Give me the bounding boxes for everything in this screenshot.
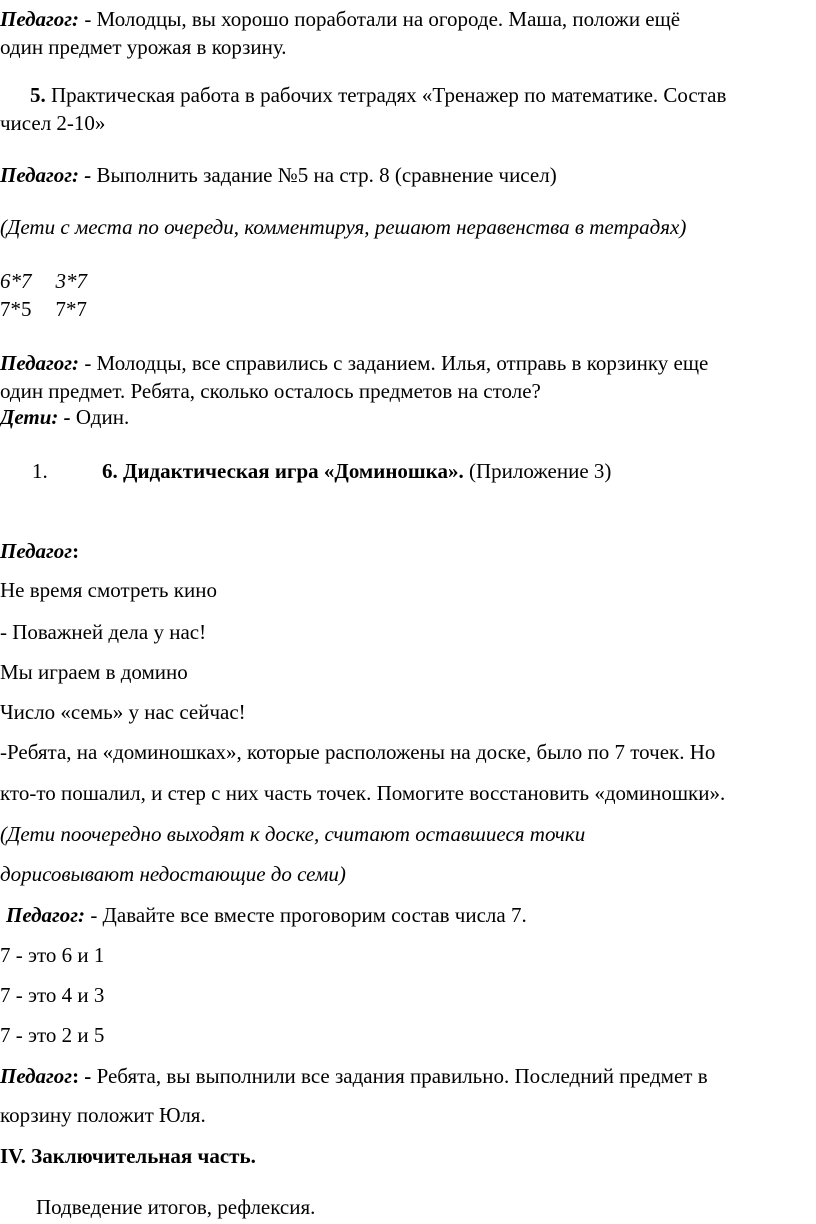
- inequality-row-1: [0, 268, 87, 294]
- section-5-line-b: чисел 2-10»: [0, 111, 106, 135]
- section-4-heading: IV. Заключительная часть.: [0, 1144, 256, 1168]
- stage-note-1: (Дети с места по очереди, комментируя, решают неравенства в тетрадях): [0, 215, 687, 239]
- appendix-ref: (Приложение 3): [463, 459, 612, 483]
- speaker-label: Педагог:: [6, 903, 86, 927]
- teacher-line-3b: один предмет. Ребята, сколько осталось предметов на столе?: [0, 379, 541, 403]
- line-text: - Молодцы, все справились с заданием. Илья, отправь в корзинку еще: [79, 351, 709, 375]
- stage-note-2a: (Дети поочередно выходят к доске, считают оставшиеся точки: [0, 822, 586, 846]
- line-text: Выполнить задание №5 на стр. 8 (сравнение чисел): [91, 163, 557, 187]
- speaker-label: Педагог: -: [0, 163, 92, 187]
- inequality: 6*7: [0, 269, 32, 293]
- teacher-line-5: [6, 902, 527, 928]
- line-text: - Давайте все вместе проговорим состав числа 7.: [85, 903, 527, 927]
- speaker-label: Педагог:: [0, 351, 80, 375]
- composition-line: 7 - это 2 и 5: [0, 1023, 105, 1047]
- summary-line: Подведение итогов, рефлексия.: [36, 1195, 316, 1219]
- section-5-line-a: [30, 82, 726, 108]
- composition-line: 7 - это 6 и 1: [0, 943, 105, 967]
- teacher-line-4: [0, 538, 79, 564]
- speaker-colon: :: [72, 539, 80, 563]
- teacher-line-1b: один предмет урожая в корзину.: [0, 35, 287, 59]
- speaker-label: Педагог:: [0, 7, 80, 31]
- section-number: 5.: [30, 83, 46, 107]
- inequality: 7*5: [0, 297, 32, 321]
- teacher-line-2: [0, 162, 557, 188]
- poem-line: Мы играем в домино: [0, 660, 188, 684]
- speaker-label: Педагог: [0, 1064, 73, 1088]
- speaker-label: Педагог: [0, 539, 73, 563]
- domino-task-line-b: кто-то пошалил, и стер с них часть точек. Помогите восстановить «доминошки».: [0, 781, 726, 805]
- composition-line: 7 - это 4 и 3: [0, 983, 105, 1007]
- inequality: 7*7: [55, 297, 87, 321]
- line-text: Ребята, вы выполнили все задания правильно. Последний предмет в: [91, 1064, 708, 1088]
- speaker-colon: : -: [72, 1064, 92, 1088]
- poem-line: Число «семь» у нас сейчас!: [0, 700, 246, 724]
- inequality: 3*7: [55, 269, 87, 293]
- teacher-line-6a: [0, 1063, 708, 1089]
- teacher-line-1a: [0, 6, 680, 32]
- section-title: 6. Дидактическая игра «Доминошка».: [102, 459, 464, 483]
- line-text: Один.: [70, 405, 130, 429]
- teacher-line-3a: [0, 350, 708, 376]
- teacher-line-6b: корзину положит Юля.: [0, 1103, 206, 1127]
- inequality-row-2: [0, 296, 87, 322]
- poem-line: Не время смотреть кино: [0, 578, 217, 602]
- stage-note-2b: дорисовывают недостающие до семи): [0, 862, 346, 886]
- section-6-number: 1.: [32, 459, 48, 483]
- children-line: [0, 404, 129, 430]
- poem-line: - Поважней дела у нас!: [0, 620, 207, 644]
- domino-task-line-a: -Ребята, на «доминошках», которые расположены на доске, было по 7 точек. Но: [0, 740, 716, 764]
- line-text: - Молодцы, вы хорошо поработали на огороде. Маша, положи ещё: [79, 7, 681, 31]
- section-6-heading: [102, 458, 611, 484]
- section-text: Практическая работа в рабочих тетрадях «Тренажер по математике. Состав: [45, 83, 727, 107]
- speaker-label: Дети: -: [0, 405, 71, 429]
